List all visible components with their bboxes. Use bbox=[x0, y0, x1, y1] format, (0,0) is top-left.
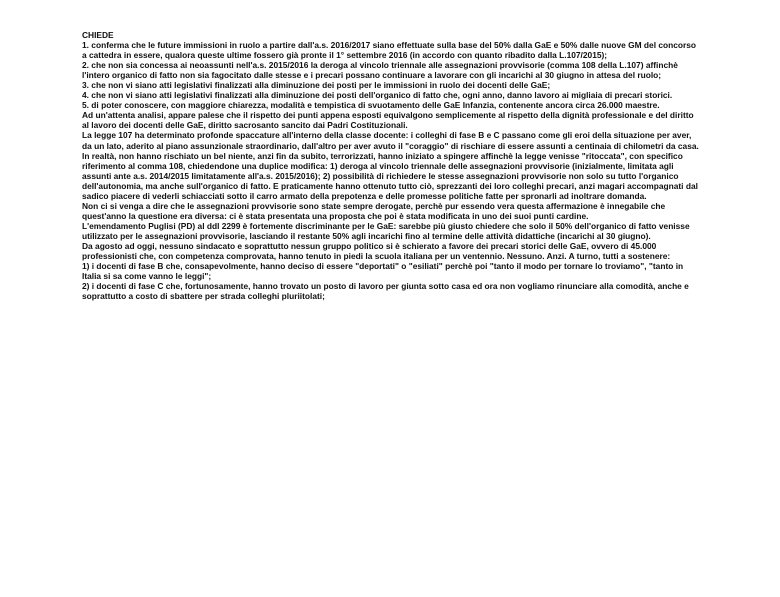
phase-b-item: 1) i docenti di fase B che, consapevolmente, hanno deciso di essere "deportati" o "esiliati" perchè poi "tanto il modo per tornare lo troviamo", "tanto in Italia si sa come vanno le leggi"; bbox=[82, 261, 684, 282]
document-body bbox=[82, 30, 702, 301]
request-item-2: 2. che non sia concessa ai neoassunti nell'a.s. 2015/2016 la deroga al vincolo triennale alle assegnazioni provvisorie (comma 108 della L.107) affinchè l'intero organico di fatto non sia fagocitato dalle stesse e i precari possano continuare a lavorare con gli incarichi al 30 giugno in attesa del ruolo; bbox=[82, 60, 678, 81]
support-paragraph: Da agosto ad oggi, nessuno sindacato e soprattutto nessun gruppo politico si è schierato a favore dei precari storici delle GaE, ovvero di 45.000 professionisti che, con competenza comprovata, hanno tenuto in piedi la scuola italiana per un ventennio. Nessuno. Anzi. A turno, tutti a sostenere: bbox=[82, 240, 671, 262]
request-item-4: 4. che non vi siano atti legislativi finalizzati alla diminuzione dei posti dell'organico di fatto che, ogni anno, danno lavoro ai migliaia di precari storici. bbox=[82, 90, 673, 101]
analysis-paragraph: Ad un'attenta analisi, appare palese che il rispetto dei punti appena esposti equivalgono semplicemente al rispetto della dignità professionale e del diritto al lavoro dei docenti delle GaE, diritto sacrosanto sancito dai Padri Costituzionali. bbox=[82, 110, 694, 131]
request-item-1: 1. conferma che le future immissioni in ruolo a partire dall'a.s. 2016/2017 siano effettuate sulla base del 50% dalla GaE e 50% dalle nuove GM del concorso a cattedra in essere, qualora queste ultime fossero già pronte il 1° settembre 2016 (in accordo con quanto ribadito dalla L.107/2015); bbox=[82, 40, 697, 61]
document-heading: CHIEDE bbox=[82, 30, 114, 40]
request-item-3: 3. che non vi siano atti legislativi finalizzati alla diminuzione dei posti per le immissioni in ruolo dei docenti delle GaE; bbox=[82, 80, 551, 91]
law-107-paragraph: La legge 107 ha determinato profonde spaccature all'interno della classe docente: i colleghi di fase B e C passano come gli eroi della situazione per aver, da un lato, aderito al piano assunzionale straordinario, dall'altro per aver avuto il "coraggio" di rischiare di essere assunti a centinaia di chilometri da casa. In realtà, non hanno rischiato un bel niente, anzi fin da subito, terrorizzati, hanno iniziato a spingere affinchè la legge venisse "ritoccata", con specifico riferimento al comma 108, chiedendone una duplice modifica: 1) deroga al vincolo triennale delle assegnazioni provvisorie (inizialmente, limitata agli assunti ante a.s. 2014/2015 limitatamente all'a.s. 2015/2016); 2) possibilità di richiedere le stesse assegnazioni provvisorie non solo su tutto l'organico dell'autonomia, ma anche sull'organico di fatto. E praticamente hanno ottenuto tutto ciò, sprezzanti dei loro colleghi precari, anzi magari accompagnati dal sadico piacere di vederli schiacciati sotto il carro armato della prepotenza e delle promesse politiche fatte per spronarli ad inoltrare domanda. bbox=[82, 130, 699, 201]
request-item-5: 5. di poter conoscere, con maggiore chiarezza, modalità e tempistica di svuotamento delle GaE Infanzia, contenente ancora circa 26.000 maestre. bbox=[82, 100, 660, 111]
amendment-paragraph: L'emendamento Puglisi (PD) al ddl 2299 è fortemente discriminante per le GaE: sarebbe più giusto chiedere che solo il 50% dell'organico di fatto venisse utilizzato per le assegnazioni provvisorie, lasciando il restante 50% agli incarichi fino al termine delle attività didattiche (incarichi al 30 giugno). bbox=[82, 220, 690, 241]
derogation-paragraph: Non ci si venga a dire che le assegnazioni provvisorie sono state sempre derogate, perchè pur essendo vera questa affermazione è innegabile che quest'anno la questione era diversa: ci è stata presentata una proposta che poi è stata modificata in uno dei suoi punti cardine. bbox=[82, 200, 666, 221]
phase-c-item: 2) i docenti di fase C che, fortunosamente, hanno trovato un posto di lavoro per giunta sotto casa ed ora non vogliamo rinunciare alla comodità, anche e soprattutto a costo di sbattere per strada colleghi pluriitolati; bbox=[82, 281, 689, 302]
